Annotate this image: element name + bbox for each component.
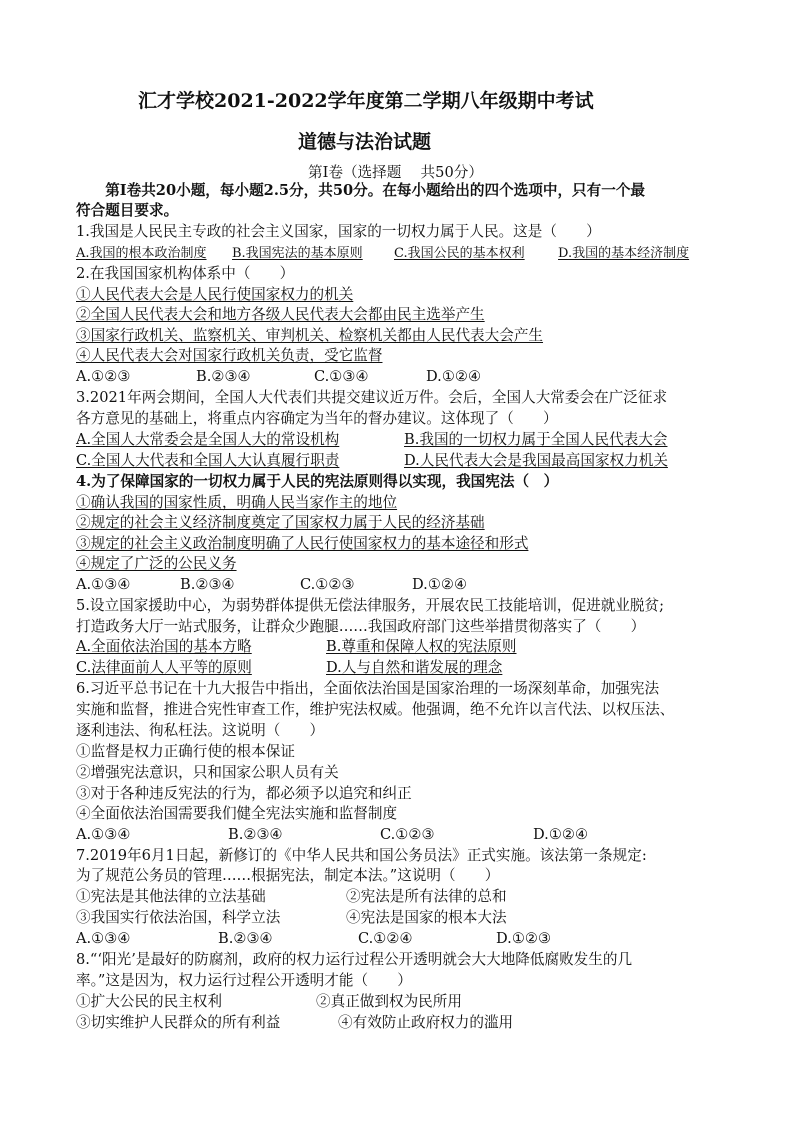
instructions-line-2: 符合题目要求。 — [76, 202, 179, 219]
question-4-option-a[interactable]: A.①③④ — [76, 576, 131, 593]
question-2-stem: 2.在我国国家机构体系中（ ） — [76, 265, 295, 282]
question-6-statement-3: ③对于各种违反宪法的行为，都必须予以追究和纠正 — [76, 785, 412, 802]
question-2-option-d[interactable]: D.①②④ — [426, 368, 482, 385]
question-5-option-d[interactable]: D.人与自然和谐发展的理念 — [326, 659, 503, 676]
exam-subtitle: 道德与法治试题 — [298, 131, 432, 153]
question-8-statements-row-2 — [76, 1013, 513, 1033]
question-4-option-d[interactable]: D.①②④ — [412, 576, 468, 593]
question-3-options-row-1 — [76, 430, 667, 450]
question-3-option-a[interactable]: A.全国人大常委会是全国人大的常设机构 — [76, 431, 340, 448]
question-6-option-c[interactable]: C.①②③ — [380, 826, 435, 843]
question-4-options — [76, 575, 467, 595]
question-7-option-c[interactable]: C.①②④ — [358, 930, 413, 947]
question-3-stem-line-2: 各方意见的基础上，将重点内容确定为当年的督办建议。这体现了（ ） — [76, 410, 558, 427]
question-7-statement-2: ②宪法是所有法律的总和 — [346, 888, 507, 905]
question-1-options — [76, 244, 689, 264]
question-7-statement-4: ④宪法是国家的根本大法 — [346, 909, 507, 926]
question-4-option-c[interactable]: C.①②③ — [300, 576, 355, 593]
question-8-statement-4: ④有效防止政府权力的滥用 — [338, 1014, 514, 1031]
question-1-option-a[interactable]: A.我国的根本政治制度 — [76, 246, 207, 261]
question-6-options — [76, 825, 588, 845]
question-8-statement-2: ②真正做到权为民所用 — [316, 993, 462, 1010]
question-8-statement-1: ①扩大公民的民主权利 — [76, 993, 222, 1010]
question-4-stem: 4.为了保障国家的一切权力属于人民的宪法原则得以实现，我国宪法（ ） — [76, 473, 559, 490]
section-heading: 第Ⅰ卷（选择题 共50分） — [308, 164, 483, 181]
question-2-statement-3: ③国家行政机关、监察机关、审判机关、检察机关都由人民代表大会产生 — [76, 327, 544, 344]
question-5-option-a[interactable]: A.全面依法治国的基本方略 — [76, 638, 252, 655]
question-6-option-b[interactable]: B.②③④ — [228, 826, 283, 843]
question-7-stem-line-1: 7.2019年6月1日起，新修订的《中华人民共和国公务员法》正式实施。该法第一条规定: — [76, 847, 647, 864]
question-3-option-c[interactable]: C.全国人大代表和全国人大认真履行职责 — [76, 452, 340, 469]
question-1-option-c[interactable]: C.我国公民的基本权利 — [394, 246, 525, 261]
question-6-option-d[interactable]: D.①②④ — [533, 826, 589, 843]
question-7-option-a[interactable]: A.①③④ — [76, 930, 131, 947]
question-2-option-c[interactable]: C.①③④ — [314, 368, 369, 385]
question-7-statement-3: ③我国实行依法治国，科学立法 — [76, 909, 281, 926]
exam-title: 汇才学校2021-2022学年度第二学期八年级期中考试 — [138, 90, 594, 112]
question-4-statement-4: ④规定了广泛的公民义务 — [76, 555, 237, 572]
question-6-statement-4: ④全面依法治国需要我们健全宪法实施和监督制度 — [76, 805, 398, 822]
question-5-options-row-1 — [76, 637, 517, 657]
question-5-option-c[interactable]: C.法律面前人人平等的原则 — [76, 659, 252, 676]
question-2-statement-2: ②全国人民代表大会和地方各级人民代表大会都由民主选举产生 — [76, 306, 485, 323]
question-5-stem-line-2: 打造政务大厅一站式服务，让群众少跑腿……我国政府部门这些举措贯彻落实了（ ） — [76, 618, 646, 635]
question-8-statement-3: ③切实维护人民群众的所有利益 — [76, 1014, 281, 1031]
question-1-option-b[interactable]: B.我国宪法的基本原则 — [232, 246, 363, 261]
question-7-stem-line-2: 为了规范公务员的管理……根据宪法，制定本法。”这说明（ ） — [76, 867, 500, 884]
question-7-statements-row-2 — [76, 908, 507, 928]
question-2-option-b[interactable]: B.②③④ — [196, 368, 251, 385]
question-2-options — [76, 367, 481, 387]
question-8-stem-line-1: 8.“‘阳光’是最好的防腐剂，政府的权力运行过程公开透明就会大大地降低腐败发生的几 — [76, 951, 633, 968]
question-6-statement-1: ①监督是权力正确行使的根本保证 — [76, 743, 295, 760]
question-5-options-row-2 — [76, 658, 502, 678]
question-7-statements-row-1 — [76, 887, 507, 907]
question-2-statement-4: ④人民代表大会对国家行政机关负责，受它监督 — [76, 347, 383, 364]
instructions-line-1: 第Ⅰ卷共20小题，每小题2.5分，共50分。在每小题给出的四个选项中，只有一个最 — [76, 182, 646, 199]
question-1-stem: 1.我国是人民民主专政的社会主义国家，国家的一切权力属于人民。这是（ ） — [76, 223, 601, 240]
question-3-option-b[interactable]: B.我国的一切权力属于全国人民代表大会 — [404, 431, 668, 448]
question-7-statement-1: ①宪法是其他法律的立法基础 — [76, 888, 266, 905]
question-7-option-d[interactable]: D.①②③ — [496, 930, 552, 947]
question-5-stem-line-1: 5.设立国家援助中心，为弱势群体提供无偿法律服务，开展农民工技能培训，促进就业脱贫; — [76, 597, 665, 614]
question-4-statement-2: ②规定的社会主义经济制度奠定了国家权力属于人民的经济基础 — [76, 514, 485, 531]
question-1-option-d[interactable]: D.我国的基本经济制度 — [558, 246, 690, 261]
question-3-stem-line-1: 3.2021年两会期间，全国人大代表们共提交建议近万件。会后，全国人大常委会在广泛征求 — [76, 389, 668, 406]
question-6-stem-line-2: 实施和监督，推进合宪性审查工作，维护宪法权威。他强调，绝不允许以言代法、以权压法、 — [76, 701, 675, 718]
question-7-option-b[interactable]: B.②③④ — [218, 930, 273, 947]
question-8-statements-row-1 — [76, 992, 462, 1012]
question-2-statement-1: ①人民代表大会是人民行使国家权力的机关 — [76, 286, 354, 303]
question-4-statement-3: ③规定的社会主义政治制度明确了人民行使国家权力的基本途径和形式 — [76, 535, 529, 552]
question-8-stem-line-2: 率。”这是因为，权力运行过程公开透明才能（ ） — [76, 972, 412, 989]
question-6-option-a[interactable]: A.①③④ — [76, 826, 131, 843]
question-7-options — [76, 929, 551, 949]
question-6-stem-line-3: 逐利违法、徇私枉法。这说明（ ） — [76, 722, 325, 739]
question-3-option-d[interactable]: D.人民代表大会是我国最高国家权力机关 — [404, 452, 668, 469]
question-4-statement-1: ①确认我国的国家性质，明确人民当家作主的地位 — [76, 494, 398, 511]
question-3-options-row-2 — [76, 451, 668, 471]
question-5-option-b[interactable]: B.尊重和保障人权的宪法原则 — [326, 638, 517, 655]
question-2-option-a[interactable]: A.①②③ — [76, 368, 131, 385]
question-4-option-b[interactable]: B.②③④ — [180, 576, 235, 593]
question-6-stem-line-1: 6.习近平总书记在十九大报告中指出，全面依法治国是国家治理的一场深刻革命，加强宪法 — [76, 680, 660, 697]
question-6-statement-2: ②增强宪法意识，只和国家公职人员有关 — [76, 764, 339, 781]
